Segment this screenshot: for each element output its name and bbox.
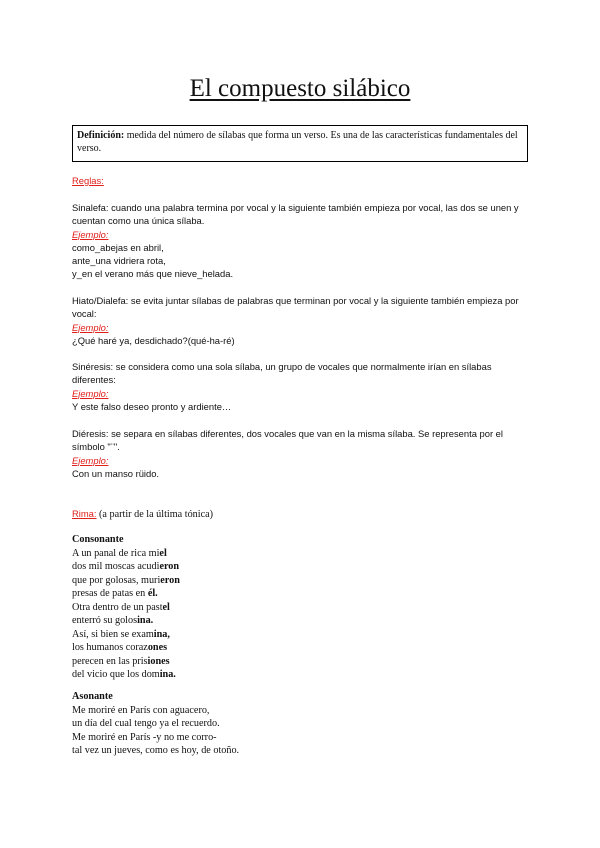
definition-term: Definición: (77, 130, 125, 141)
consonante-line-text: Otra dentro de un past (72, 601, 163, 613)
consonante-line (72, 547, 532, 561)
consonante-line (72, 560, 532, 574)
rima-note: (a partir de la última tónica) (99, 509, 214, 520)
consonante-line-text: A un panal de rica mi (72, 547, 160, 559)
consonante-line (72, 614, 532, 628)
sinalefa-example-1: como_abejas en abril, (72, 241, 164, 253)
consonante-rhyme: eron (160, 574, 180, 586)
asonante-section (72, 690, 532, 758)
consonante-rhyme: ina. (137, 615, 154, 626)
consonante-line (72, 668, 532, 682)
consonante-rhyme: ones (147, 642, 168, 653)
consonante-section (72, 533, 532, 682)
sinalefa-example-2: ante_una vidriera rota, (72, 255, 166, 267)
reglas-section (72, 174, 532, 187)
hiato-example: ¿Qué haré ya, desdichado?(qué-ha-ré) (72, 334, 235, 346)
consonante-line (72, 628, 532, 642)
sinalefa-section (72, 201, 532, 281)
rima-heading-line (72, 507, 532, 522)
asonante-line-3: Me moriré en París -y no me corro- (72, 731, 217, 743)
asonante-line-4: tal vez un jueves, como es hoy, de otoño. (72, 745, 240, 756)
consonante-line-text: del vicio que los dom (72, 669, 160, 680)
hiato-example-label: Ejemplo: (72, 321, 109, 333)
definition-text: medida del número de sílabas que forma un verso. Es una de las características fundamentales del verso. (77, 130, 518, 154)
consonante-poem (72, 547, 532, 682)
hiato-section (72, 294, 532, 347)
dieresis-section (72, 427, 532, 480)
consonante-line-text: que por golosas, muri (72, 574, 161, 586)
consonante-line-text: los humanos coraz (72, 642, 148, 653)
reglas-heading: Reglas: (72, 175, 104, 186)
asonante-heading: Asonante (72, 691, 113, 702)
consonante-line (72, 574, 532, 588)
consonante-rhyme: iones (147, 655, 170, 667)
asonante-line-1: Me moriré en París con aguacero, (72, 704, 210, 716)
dieresis-text: Diéresis: se separa en sílabas diferentes, dos vocales que van en la misma sílaba. Se representa por el símbolo "¨". (72, 428, 503, 453)
consonante-rhyme: ina. (159, 669, 176, 680)
consonante-rhyme: el (162, 601, 170, 613)
sinalefa-example-label: Ejemplo: (72, 228, 109, 240)
sinalefa-example-3: y_en el verano más que nieve_helada. (72, 268, 234, 280)
hiato-text: Hiato/Dialefa: se evita juntar sílabas de palabras que terminan por vocal y la siguiente también empieza por vocal: (72, 295, 519, 320)
sineresis-example: Y este falso deseo pronto y ardiente… (72, 400, 232, 412)
consonante-heading: Consonante (72, 534, 124, 545)
consonante-line-text: enterró su golos (72, 615, 138, 626)
sineresis-section (72, 360, 532, 413)
consonante-rhyme: el (159, 547, 167, 559)
asonante-line-2: un día del cual tengo ya el recuerdo. (72, 718, 220, 729)
consonante-line (72, 655, 532, 669)
consonante-line (72, 601, 532, 615)
consonante-line-text: perecen en las pris (72, 655, 148, 667)
sineresis-text: Sinéresis: se considera como una sola sílaba, un grupo de vocales que normalmente irían en sílabas diferentes: (72, 361, 492, 386)
definition-box (72, 125, 528, 162)
sinalefa-text: Sinalefa: cuando una palabra termina por vocal y la siguiente también empieza por vocal, las dos se unen y cuentan como una única sílaba. (72, 202, 519, 227)
dieresis-example: Con un manso rüido. (72, 467, 160, 479)
consonante-line (72, 587, 532, 601)
consonante-rhyme: eron (159, 561, 180, 572)
rima-heading: Rima: (72, 508, 97, 519)
consonante-line-text: presas de patas en (72, 588, 148, 599)
consonante-line-text: Así, si bien se exam (72, 628, 154, 640)
consonante-rhyme: él. (147, 588, 158, 599)
consonante-line-text: dos mil moscas acudi (72, 561, 160, 572)
consonante-rhyme: ina, (153, 628, 170, 640)
sineresis-example-label: Ejemplo: (72, 387, 109, 399)
dieresis-example-label: Ejemplo: (72, 454, 109, 466)
consonante-line (72, 641, 532, 655)
page-title: El compuesto silábico (189, 75, 411, 102)
